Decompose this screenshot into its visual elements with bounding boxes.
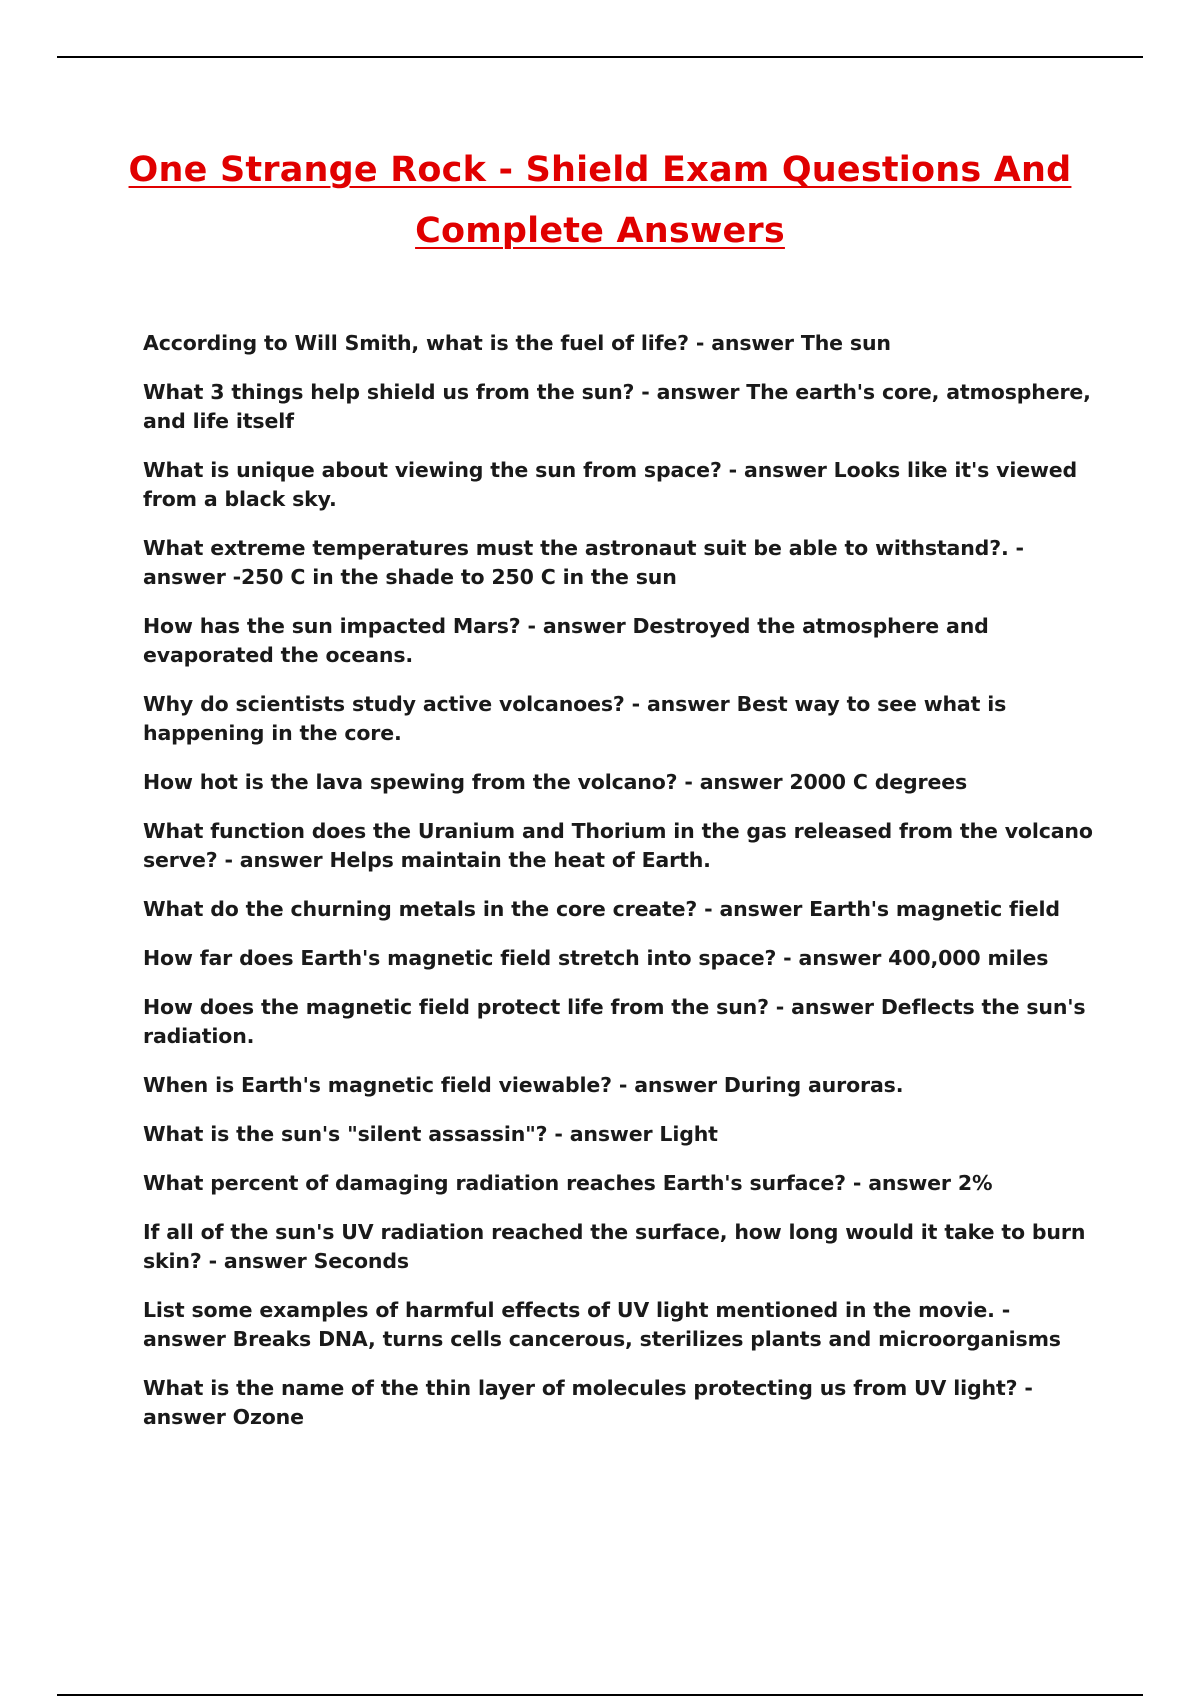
qa-item-3: What is unique about viewing the sun from space? - answer Looks like it's viewed from a black sky.	[143, 458, 1078, 511]
qa-item-14: What percent of damaging radiation reaches Earth's surface? - answer 2%	[143, 1171, 993, 1195]
qa-item-6: Why do scientists study active volcanoes? - answer Best way to see what is happening in the core.	[143, 692, 1007, 745]
qa-item-16: List some examples of harmful effects of UV light mentioned in the movie. - answer Breaks DNA, turns cells cancerous, sterilizes plants and microorganisms	[143, 1298, 1061, 1351]
qa-item-15: If all of the sun's UV radiation reached the surface, how long would it take to burn skin? - answer Seconds	[143, 1220, 1086, 1273]
qa-item-9: What do the churning metals in the core create? - answer Earth's magnetic field	[143, 897, 1060, 921]
qa-item-5: How has the sun impacted Mars? - answer Destroyed the atmosphere and evaporated the oceans.	[143, 614, 989, 667]
qa-item-13: What is the sun's "silent assassin"? - answer Light	[143, 1122, 718, 1146]
qa-item-12: When is Earth's magnetic field viewable? - answer During auroras.	[143, 1073, 904, 1097]
document-title: One Strange Rock - Shield Exam Questions And Complete Answers	[128, 150, 1072, 251]
qa-list	[143, 329, 1093, 1452]
qa-item-10: How far does Earth's magnetic field stretch into space? - answer 400,000 miles	[143, 946, 1049, 970]
qa-item-17: What is the name of the thin layer of molecules protecting us from UV light? - answer Ozone	[143, 1376, 1033, 1429]
qa-item-1: According to Will Smith, what is the fuel of life? - answer The sun	[143, 331, 891, 355]
bottom-rule	[57, 1694, 1143, 1696]
qa-item-2: What 3 things help shield us from the sun? - answer The earth's core, atmosphere, and life itself	[143, 380, 1091, 433]
qa-item-8: What function does the Uranium and Thorium in the gas released from the volcano serve? - answer Helps maintain the heat of Earth.	[143, 819, 1093, 872]
qa-item-4: What extreme temperatures must the astronaut suit be able to withstand?. - answer -250 C in the shade to 250 C in the sun	[143, 536, 1024, 589]
qa-item-7: How hot is the lava spewing from the volcano? - answer 2000 C degrees	[143, 770, 968, 794]
qa-item-11: How does the magnetic field protect life from the sun? - answer Deflects the sun's radiation.	[143, 995, 1086, 1048]
top-rule	[57, 56, 1143, 58]
